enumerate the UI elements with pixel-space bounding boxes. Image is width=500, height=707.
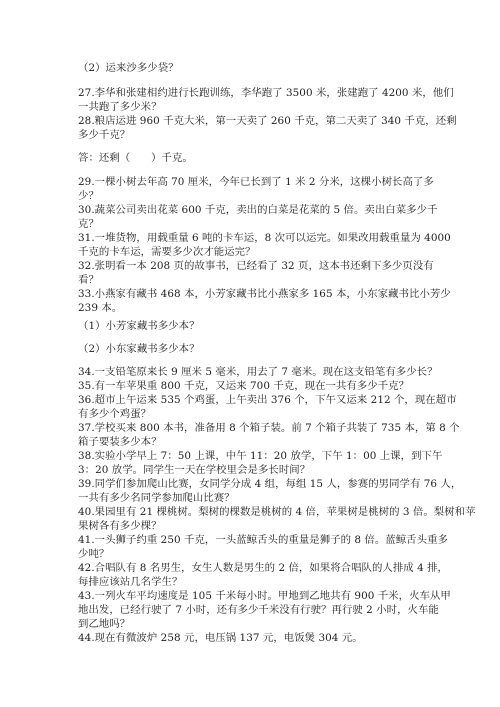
question-30-line-1: 30.蔬菜公司卖出花菜 600 千克，卖出的白菜是花菜的 5 倍。卖出白菜多少千 (78, 204, 438, 216)
question-40-line-2: 果树各有多少棵？ (78, 520, 162, 532)
question-29-line-2: 少？ (78, 190, 99, 202)
question-36-line-2: 有多少个鸡蛋？ (78, 408, 152, 420)
question-39-line-2: 一共有多少名同学参加爬山比赛？ (78, 492, 235, 504)
question-38-line-2: 3：20 放学。同学生一天在学校里会是多长时间？ (78, 464, 311, 476)
question-28-line-1: 28.粮店运进 960 千克大米，第一天卖了 260 千克，第二天卖了 340 千克，还剩 (78, 115, 457, 127)
question-43-line-1: 43.一列火车平均速度是 105 千米每小时。甲地到乙地共有 900 千米，火车从甲 (78, 590, 451, 602)
question-27-line-2: 一共跑了多少米？ (78, 101, 162, 113)
question-40-line-1: 40.果园里有 21 棵桃树。梨树的棵数是桃树的 4 倍，苹果树是桃树的 3 倍。梨树和苹 (78, 506, 476, 518)
question-34: 34.一支铅笔原来长 9 厘米 5 毫米，用去了 7 毫米。现在这支铅笔有多少长？ (78, 366, 438, 378)
question-35: 35.有一车苹果重 800 千克，又运来 700 千克，现在一共有多少千克？ (78, 380, 410, 392)
question-33-part-2: （2）小东家藏书多少本？ (78, 343, 200, 355)
question-43-line-2: 地出发，已经行驶了 7 小时，还有多少千米没有行驶？再行驶 2 小时，火车能 (78, 604, 439, 616)
question-32-line-2: 看？ (78, 274, 99, 286)
question-39-line-1: 39.同学们参加爬山比赛，女同学分成 4 组，每组 15 人，参赛的男同学有 76 人， (78, 478, 462, 490)
question-28-line-2: 多少千克？ (78, 129, 131, 141)
question-26-part-2: （2）运来沙多少袋？ (78, 62, 179, 74)
question-42-line-1: 42.合唱队有 8 名男生，女生人数是男生的 2 倍，如果将合唱队的人排成 4 排， (78, 562, 448, 574)
question-31-line-1: 31.一堆货物，用载重量 6 吨的卡车运，8 次可以运完。如果改用载重量为 4000 (78, 232, 451, 244)
question-41-line-2: 少吨？ (78, 548, 110, 560)
question-33-line-2: 239 本。 (78, 302, 123, 314)
answer-28: 答：还剩（ ）千克。 (78, 152, 193, 164)
question-33-part-1: （1）小芳家藏书多少本？ (78, 320, 200, 332)
question-37-line-2: 箱子要装多少本？ (78, 436, 162, 448)
question-32-line-1: 32.张明看一本 208 页的故事书，已经看了 32 页，这本书还剩下多少页没有 (78, 260, 434, 272)
question-30-line-2: 克？ (78, 218, 99, 230)
question-29-line-1: 29.一棵小树去年高 70 厘米，今年已长到了 1 米 2 分米，这棵小树长高了多 (78, 176, 434, 188)
question-44: 44.现在有微波炉 258 元，电压锅 137 元，电饭煲 304 元。 (78, 632, 363, 644)
question-42-line-2: 每排应该站几名学生？ (78, 576, 183, 588)
question-36-line-1: 36.超市上午运来 535 个鸡蛋，上午卖出 376 个，下午又运来 212 个，现在超市 (78, 394, 457, 406)
question-37-line-1: 37.学校买来 800 本书，准备用 8 个箱子装。前 7 个箱子共装了 735 本，第 8 个 (78, 422, 460, 434)
question-43-line-3: 到乙地吗？ (78, 618, 131, 630)
question-41-line-1: 41.一头狮子约重 250 千克，一头蓝鲸舌头的重量是狮子的 8 倍。蓝鲸舌头重多 (78, 534, 448, 546)
question-31-line-2: 千克的卡车运，需要多少次才能运完？ (78, 246, 256, 258)
question-27-line-1: 27.李华和张建相约进行长跑训练，李华跑了 3500 米，张建跑了 4200 米，他们 (78, 87, 454, 99)
question-33-line-1: 33.小燕家有藏书 468 本，小芳家藏书比小燕家多 165 本，小东家藏书比小芳少 (78, 288, 451, 300)
question-38-line-1: 38.实验小学早上 7：50 上课，中午 11：20 放学，下午 1：00 上课，到下午 (78, 450, 443, 462)
